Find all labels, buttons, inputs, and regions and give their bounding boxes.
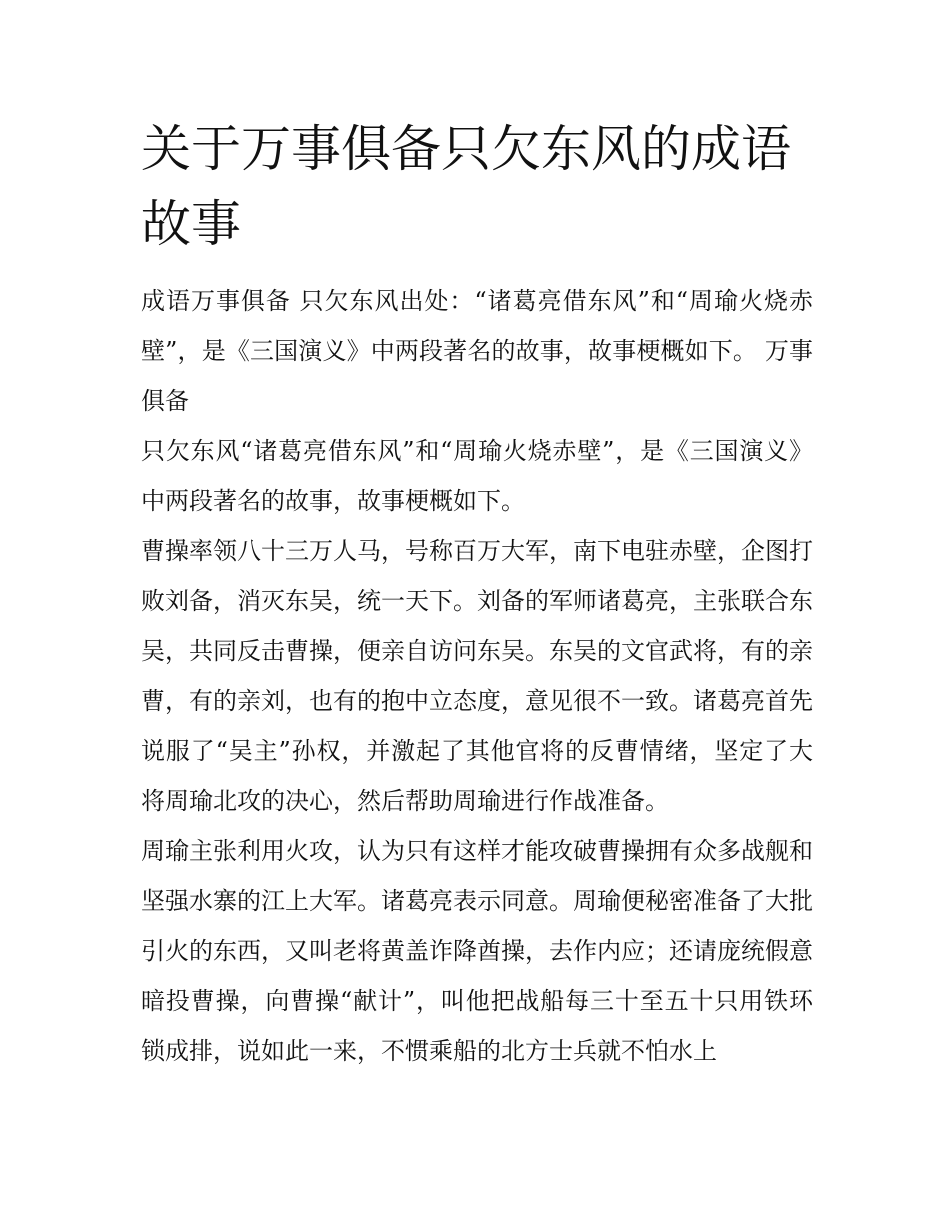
- paragraph-summary: 只欠东风“诸葛亮借东风”和“周瑜火烧赤壁”，是《三国演义》中两段著名的故事，故事梗概如下。: [141, 437, 813, 515]
- document-body: [141, 276, 813, 1076]
- paragraph-intro: 成语万事俱备 只欠东风出处：“诸葛亮借东风”和“周瑜火烧赤壁”，是《三国演义》中两段著名的故事，故事梗概如下。 万事俱备: [141, 287, 813, 415]
- document-title: 关于万事俱备只欠东风的成语故事: [141, 120, 791, 253]
- paragraph-zhou-yu: 周瑜主张利用火攻，认为只有这样才能攻破曹操拥有众多战舰和坚强水寨的江上大军。诸葛亮表示同意。周瑜便秘密准备了大批引火的东西，又叫老将黄盖诈降酋操，去作内应；还请庞统假意暗投曹操，向曹操“献计”，叫他把战船每三十至五十只用铁环锁成排，说如此一来，不惯乘船的北方士兵就不怕水上: [141, 837, 813, 1065]
- paragraph-cao-cao: 曹操率领八十三万人马，号称百万大军，南下电驻赤壁，企图打败刘备，消灭东吴，统一天下。刘备的军师诸葛亮，主张联合东吴，共同反击曹操，便亲自访问东吴。东吴的文官武将，有的亲曹，有的亲刘，也有的抱中立态度，意见很不一致。诸葛亮首先说服了“吴主”孙权，并激起了其他官将的反曹情绪，坚定了大将周瑜北攻的决心，然后帮助周瑜进行作战准备。: [141, 537, 813, 815]
